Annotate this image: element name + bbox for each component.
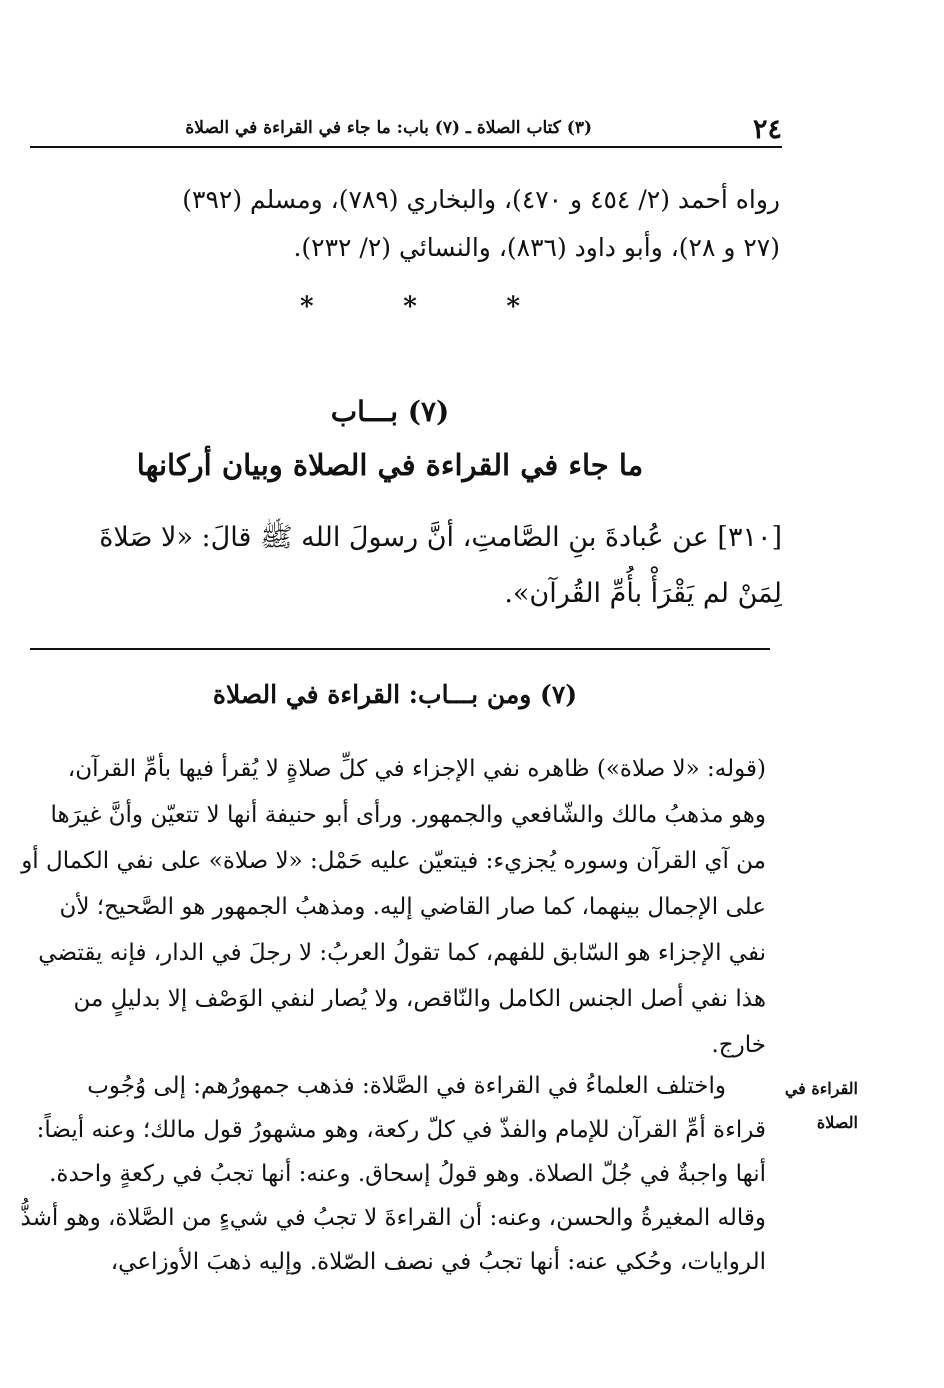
paragraph-line: على الإجمال بينهما، كما صار القاضي إليه. ومذهبُ الجمهور هو الصَّحيح؛ لأن: [59, 894, 766, 920]
hadith-text: [20, 510, 782, 622]
page-number: ٢٤: [752, 114, 782, 145]
commentary-divider: [30, 648, 770, 650]
commentary-paragraph-2: [18, 1064, 766, 1284]
chapter-number: (٧) بـــاب: [330, 395, 450, 428]
previous-takhrij: [24, 176, 780, 272]
margin-note-line: القراءة في: [784, 1079, 858, 1098]
running-title: (٣) كتاب الصلاة ـ (٧) باب: ما جاء في القراءة في الصلاة: [185, 118, 592, 138]
takhrij-line: (٢٧ و ٢٨)، وأبو داود (٨٣٦)، والنسائي (٢/ ٢٣٢).: [293, 233, 780, 262]
commentary-paragraph-1: [18, 746, 766, 1068]
takhrij-line: رواه أحمد (٢/ ٤٥٤ و ٤٧٠)، والبخاري (٧٨٩)، ومسلم (٣٩٢): [182, 185, 780, 214]
chapter-title: ما جاء في القراءة في الصلاة وبيان أركانها: [136, 448, 644, 482]
paragraph-line: وهو مذهبُ مالك والشّافعي والجمهور. ورأى أبو حنيفة أنها لا تتعيّن وأنَّ غيرَها: [50, 802, 766, 828]
hadith-line: [٣١٠] عن عُبادةَ بنِ الصَّامتِ، أنَّ رسولَ الله ﷺ قالَ: «لا صَلاةَ: [99, 522, 782, 553]
section-separator: [300, 292, 520, 322]
paragraph-line: قراءة أمِّ القرآن للإمام والفذّ في كلّ ركعة، وهو مشهورُ قول مالك؛ وعنه أيضاً:: [36, 1117, 766, 1143]
paragraph-line: الروايات، وحُكي عنه: أنها تجبُ في نصف الصّلاة. وإليه ذهبَ الأوزاعي،: [110, 1249, 766, 1275]
header-rule: [30, 146, 782, 148]
paragraph-line: خارج.: [711, 1032, 766, 1058]
paragraph-line: أنها واجبةٌ في جُلّ الصلاة. وهو قولُ إسحاق. وعنه: أنها تجبُ في ركعةٍ واحدة.: [49, 1161, 766, 1187]
margin-note-line: الصلاة: [816, 1113, 858, 1132]
page-header: [30, 112, 782, 144]
hadith-line: لِمَنْ لم يَقْرَأْ بأُمِّ القُرآن».: [504, 578, 782, 609]
star-mark: *: [506, 292, 520, 322]
margin-note: [778, 1072, 858, 1140]
paragraph-line: واختلف العلماءُ في القراءة في الصَّلاة: فذهب جمهورُهم: إلى وُجُوب: [87, 1073, 726, 1099]
commentary-title: (٧) ومن بـــاب: القراءة في الصلاة: [212, 680, 578, 709]
paragraph-line: هذا نفي أصل الجنس الكامل والنّاقص، ولا يُصار لنفي الوَصْف إلا بدليلٍ من: [73, 986, 766, 1012]
paragraph-line: وقاله المغيرةُ والحسن، وعنه: أن القراءةَ لا تجبُ في شيءٍ من الصَّلاة، وهو أشذُّ: [20, 1205, 766, 1231]
paragraph-line: نفي الإجزاء هو السّابق للفهم، كما تقولُ العربُ: لا رجلَ في الدار، فإنه يقتضي: [38, 940, 766, 966]
star-mark: *: [403, 292, 417, 322]
paragraph-line: (قوله: «لا صلاة») ظاهره نفي الإجزاء في كلِّ صلاةٍ لا يُقرأ فيها بأمِّ القرآن،: [67, 756, 766, 782]
paragraph-line: من آي القرآن وسوره يُجزيء: فيتعيّن عليه حَمْل: «لا صلاة» على نفي الكمال أو: [21, 848, 766, 874]
star-mark: *: [300, 292, 314, 322]
